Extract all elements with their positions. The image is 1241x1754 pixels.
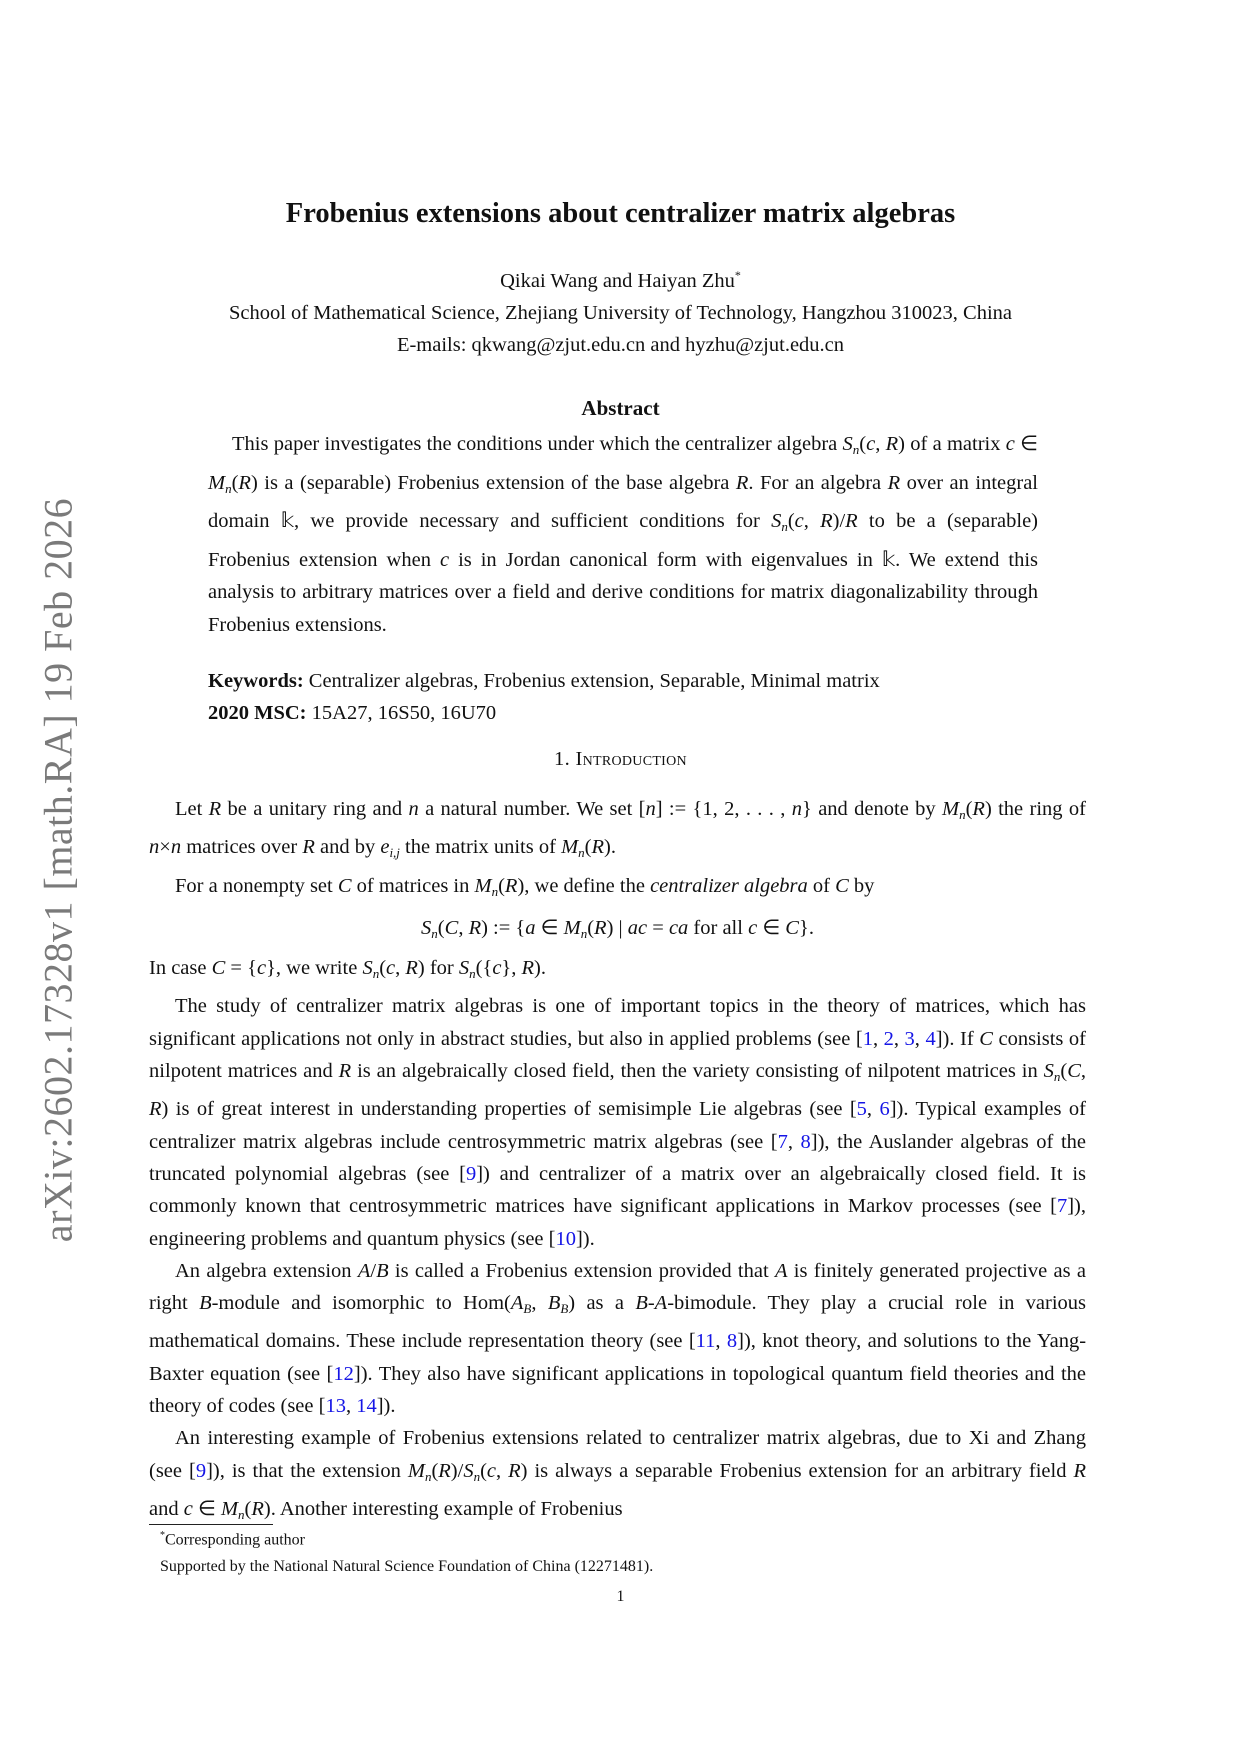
footnote-funding: Supported by the National Natural Science Foundation of China (12271481).	[160, 1558, 654, 1575]
section-heading-introduction: 1. Introduction	[554, 748, 687, 770]
citation-link[interactable]: 3	[904, 1027, 915, 1050]
arxiv-identifier[interactable]: arXiv:2602.17328v1 [math.RA] 19 Feb 2026	[35, 497, 81, 1243]
introduction-body	[149, 793, 1086, 1531]
paragraph: An algebra extension A/B is called a Frobenius extension provided that A is finitely generated projective as a right B-module and isomorphic to $Hom(A_B$, $B_B$) as a B-A-bimodule. They play a crucial role in various mathematical domains. These include representation theory (see [11, 8]), knot theory, and solutions to the Yang-Baxter equation (see [12]). They also have significant applications in topological quantum field theories and the theory of codes (see [13, 14]).	[149, 1259, 1087, 1418]
citation-link[interactable]: 8	[800, 1130, 811, 1153]
citation-link[interactable]: 5	[856, 1098, 867, 1121]
keywords-block	[208, 665, 1038, 729]
display-equation: $S_n(C$, R) := {a ∈ $M_n(R)$ | ac = ca for all c ∈ C}.	[421, 916, 814, 941]
footnote-rule	[149, 1524, 273, 1525]
citation-link[interactable]: 9	[465, 1162, 477, 1185]
paragraph: An interesting example of Frobenius extensions related to centralizer matrix algebras, due to Xi and Zhang (see [9]), is that the extension $M_n(R)/S_n(c$, R) is always a separable Frobenius extension for an arbitrary field R and c ∈ $M_n(R)$. Another interesting example of Frobenius	[149, 1427, 1087, 1522]
paragraph: For a nonempty set C of matrices in $M_n(R)$, we define the centralizer algebra of C by	[175, 874, 875, 899]
paragraph: In case C = {c}, we write $S_n(c$, R) for $S_n(\{c\}$, R).	[149, 957, 546, 982]
corresponding-mark: *	[734, 268, 741, 282]
abstract-body: This paper investigates the conditions under which the centralizer algebra $S_n(c$, R) of a matrix c ∈ $M_n(R)$ is a (separable) Frobenius extension of the base algebra R. For an algebra R over an integral domain 𝕜, we provide necessary and sufficient conditions for $S_n(c$, R)/R to be a (separable) Frobenius extension when c is in Jordan canonical form with eigenvalues in 𝕜. We extend this analysis to arbitrary matrices over a field and derive conditions for matrix diagonalizability through Frobenius extensions.	[208, 433, 1039, 636]
paragraph: Let R be a unitary ring and n a natural number. We set [n] := {1, 2, . . . , n} and denote by $M_n(R)$ the ring of n×n matrices over R and by $e_{i,j}$ the matrix units of $M_n(R)$.	[149, 798, 1086, 861]
page-number: 1	[616, 1588, 625, 1605]
citation-link[interactable]: 13	[325, 1395, 346, 1418]
citation-link[interactable]: 8	[726, 1330, 738, 1353]
arxiv-stamp	[28, 490, 88, 1250]
citation-link[interactable]: 9	[195, 1459, 207, 1482]
citation-link[interactable]: 14	[356, 1395, 377, 1418]
citation-link[interactable]: 4	[925, 1027, 936, 1050]
authors	[0, 268, 1241, 293]
citation-link[interactable]: 1	[862, 1027, 873, 1050]
citation-link[interactable]: 7	[1056, 1195, 1068, 1218]
keywords-line: Keywords: Centralizer algebras, Frobenius extension, Separable, Minimal matrix	[208, 670, 880, 692]
paragraph: The study of centralizer matrix algebras is one of important topics in the theory of matrices, which has significant applications not only in abstract studies, but also in applied problems (see [1, 2, 3, 4]). If C consists of nilpotent matrices and R is an algebraically closed field, then the variety consisting of nilpotent matrices in $S_n(C$, R) is of great interest in understanding properties of semisimple Lie algebras (see [5, 6]). Typical examples of centralizer matrix algebras include centrosymmetric matrix algebras (see [7, 8]), the Auslander algebras of the truncated polynomial algebras (see [9]) and centralizer of a matrix over an algebraically closed field. It is commonly known that centrosymmetric matrices have significant applications in Markov processes (see [7]), engineering problems and quantum physics (see [10]).	[149, 995, 1087, 1250]
citation-link[interactable]: 11	[695, 1330, 716, 1353]
affiliation: School of Mathematical Science, Zhejiang University of Technology, Hangzhou 310023, China	[228, 302, 1013, 324]
citation-link[interactable]: 7	[777, 1130, 788, 1153]
citation-link[interactable]: 2	[883, 1027, 894, 1050]
paper-title: Frobenius extensions about centralizer matrix algebras	[285, 198, 956, 229]
msc-line: 2020 MSC: 15A27, 16S50, 16U70	[208, 702, 497, 724]
author-names: Qikai Wang and Haiyan Zhu	[500, 269, 735, 292]
author-emails[interactable]: E-mails: qkwang@zjut.edu.cn and hyzhu@zjut.edu.cn	[396, 334, 845, 356]
citation-link[interactable]: 12	[333, 1362, 354, 1385]
abstract-heading: Abstract	[581, 396, 660, 420]
citation-link[interactable]: 10	[555, 1227, 576, 1250]
citation-link[interactable]: 6	[879, 1098, 890, 1121]
footnote-corresponding-author: *Corresponding author	[160, 1530, 305, 1549]
